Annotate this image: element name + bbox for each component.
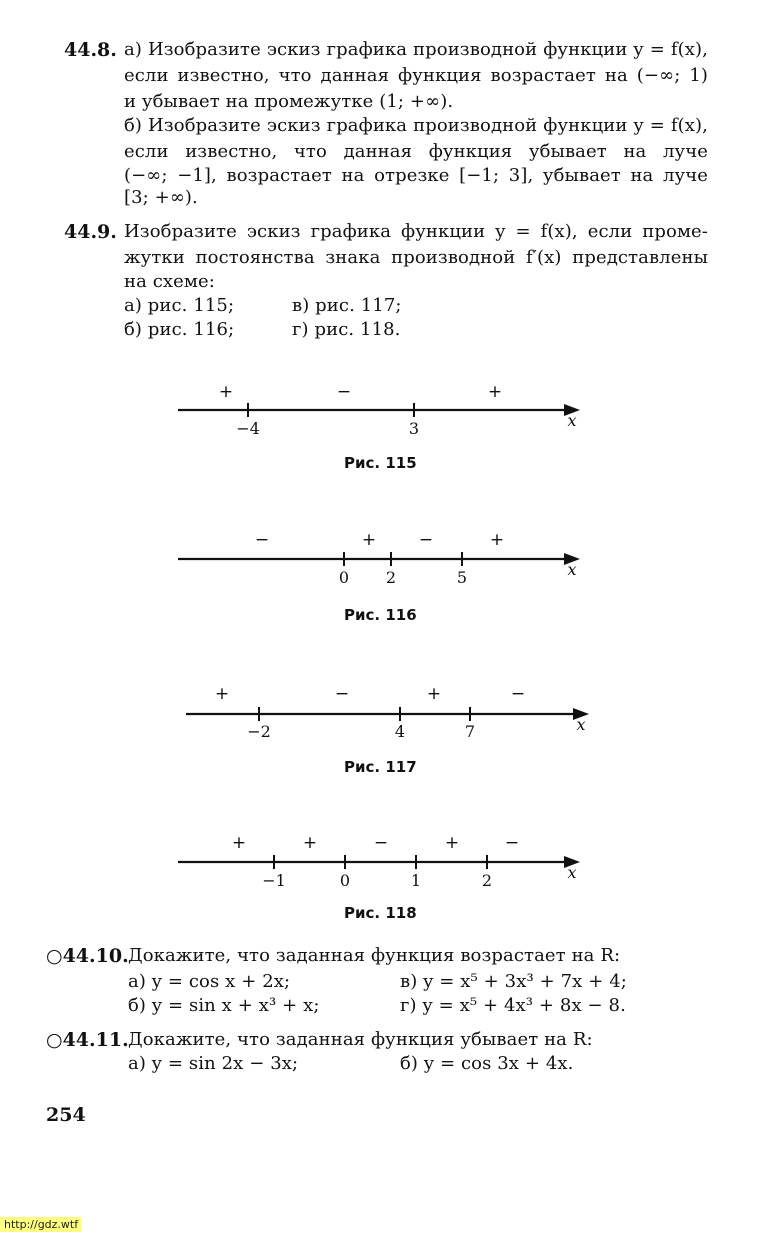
problem-number-44-10: ○44.10.	[46, 945, 129, 967]
tick-label: 0	[339, 871, 351, 890]
watermark-link[interactable]: http://gdz.wtf	[0, 1217, 82, 1232]
problem-44-8-line: если известно, что данная функция убывает на луче	[124, 141, 708, 162]
axis-variable-label: x	[576, 715, 586, 734]
page-number: 254	[46, 1104, 86, 1126]
option-b: б) y = cos 3x + 4x.	[400, 1053, 574, 1074]
figure-117	[0, 674, 760, 784]
figure-116	[0, 519, 760, 629]
tick-label: 0	[338, 568, 350, 587]
figure-caption: Рис. 115	[344, 454, 417, 472]
sign-label: −	[418, 530, 434, 550]
tick-label: −1	[262, 871, 286, 890]
problem-44-8-line: если известно, что данная функция возрастает на (−∞; 1)	[124, 65, 708, 86]
sign-label: −	[510, 684, 526, 704]
tick-label: −2	[247, 722, 271, 741]
tick-label: 4	[394, 722, 406, 741]
option-v: в) рис. 117;	[292, 295, 402, 316]
sign-label: +	[231, 833, 247, 853]
problem-44-8-line: а) Изобразите эскиз графика производной функции y = f(x),	[124, 39, 708, 60]
problem-44-11-text: Докажите, что заданная функция убывает на R:	[128, 1029, 593, 1050]
problem-44-9-line: жутки постоянства знака производной f′(x) представлены	[124, 247, 708, 268]
sign-label: +	[489, 530, 505, 550]
problem-number-44-8: 44.8.	[64, 39, 117, 61]
sign-label: −	[336, 382, 352, 402]
sign-label: −	[254, 530, 270, 550]
axis-variable-label: x	[567, 411, 577, 430]
option-a: а) y = sin 2x − 3x;	[128, 1053, 299, 1074]
tick-label: 5	[456, 568, 468, 587]
option-g: г) y = x⁵ + 4x³ + 8x − 8.	[400, 995, 626, 1016]
figure-caption: Рис. 116	[344, 606, 417, 624]
sign-label: −	[504, 833, 520, 853]
axis-variable-label: x	[567, 560, 577, 579]
sign-label: +	[487, 382, 503, 402]
figure-caption: Рис. 118	[344, 904, 417, 922]
sign-label: +	[426, 684, 442, 704]
sign-label: +	[214, 684, 230, 704]
sign-label: +	[302, 833, 318, 853]
tick-label: 7	[464, 722, 476, 741]
option-g: г) рис. 118.	[292, 319, 401, 340]
tick-label: −4	[236, 419, 260, 438]
axis-variable-label: x	[567, 863, 577, 882]
option-v: в) y = x⁵ + 3x³ + 7x + 4;	[400, 971, 627, 992]
option-a: а) рис. 115;	[124, 295, 235, 316]
problem-44-8-line: (−∞; −1], возрастает на отрезке [−1; 3], убывает на луче	[124, 165, 708, 186]
tick-label: 3	[408, 419, 420, 438]
sign-label: +	[218, 382, 234, 402]
problem-44-10-text: Докажите, что заданная функция возрастает на R:	[128, 945, 621, 966]
tick-label: 2	[385, 568, 397, 587]
problem-number-44-11: ○44.11.	[46, 1029, 129, 1051]
figure-115	[0, 370, 760, 480]
option-a: а) y = cos x + 2x;	[128, 971, 291, 992]
sign-label: −	[373, 833, 389, 853]
problem-44-9-line: Изобразите эскиз графика функции y = f(x), если проме-	[124, 221, 708, 242]
tick-label: 1	[410, 871, 422, 890]
sign-label: +	[361, 530, 377, 550]
option-b: б) y = sin x + x³ + x;	[128, 995, 320, 1016]
problem-44-9-line: на схеме:	[124, 271, 215, 292]
problem-44-8-line: [3; +∞).	[124, 187, 198, 208]
sign-label: +	[444, 833, 460, 853]
problem-44-8-line: и убывает на промежутке (1; +∞).	[124, 91, 454, 112]
problem-44-8-line: б) Изобразите эскиз графика производной функции y = f(x),	[124, 115, 708, 136]
option-b: б) рис. 116;	[124, 319, 235, 340]
sign-label: −	[334, 684, 350, 704]
figure-caption: Рис. 117	[344, 758, 417, 776]
figure-118	[0, 822, 760, 932]
problem-number-44-9: 44.9.	[64, 221, 117, 243]
tick-label: 2	[481, 871, 493, 890]
